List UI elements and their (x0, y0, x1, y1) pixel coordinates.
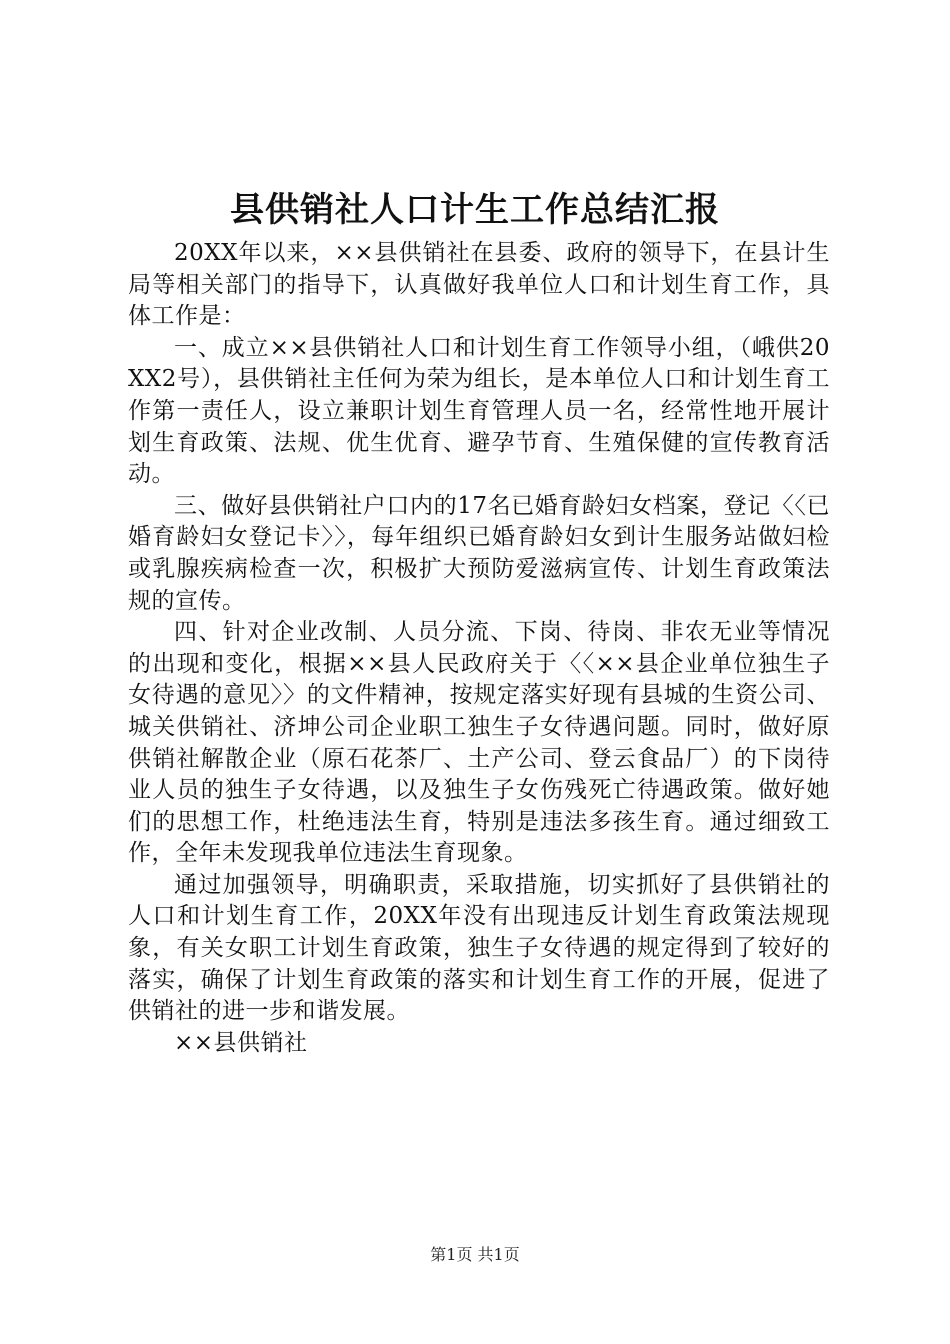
section-one-paragraph: 一、成立××县供销社人口和计划生育工作领导小组，（峨供20XX2号），县供销社主任何为荣为组长，是本单位人口和计划生育工作第一责任人，设立兼职计划生育管理人员一名，经常性地开展计划生育政策、法规、优生优育、避孕节育、生殖保健的宣传教育活动。 (128, 334, 830, 488)
section-three-paragraph: 三、做好县供销社户口内的17名已婚育龄妇女档案，登记〈〈已婚育龄妇女登记卡〉〉，每年组织已婚育龄妇女到计生服务站做妇检或乳腺疾病检查一次，积极扩大预防爱滋病宣传、计划生育政策法规的宣传。 (128, 492, 830, 614)
conclusion-paragraph: 通过加强领导，明确职责，采取措施，切实抓好了县供销社的人口和计划生育工作，20XX年没有出现违反计划生育政策法规现象，有关女职工计划生育政策，独生子女待遇的规定得到了较好的落实，确保了计划生育政策的落实和计划生育工作的开展，促进了供销社的进一步和谐发展。 (128, 871, 830, 1025)
document-body (128, 238, 830, 1059)
section-four-paragraph: 四、针对企业改制、人员分流、下岗、待岗、非农无业等情况的出现和变化，根据××县人民政府关于〈〈××县企业单位独生子女待遇的意见〉〉的文件精神，按规定落实好现有县城的生资公司、城关供销社、济坤公司企业职工独生子女待遇问题。同时，做好原供销社解散企业（原石花茶厂、土产公司、登云食品厂）的下岗待业人员的独生子女待遇，以及独生子女伤残死亡待遇政策。做好她们的思想工作，杜绝违法生育，特别是违法多孩生育。通过细致工作，全年未发现我单位违法生育现象。 (128, 619, 830, 867)
page-footer: 第1页 共1页 (430, 1245, 520, 1264)
page-title: 县供销社人口计生工作总结汇报 (230, 190, 720, 230)
signature: ××县供销社 (174, 1029, 308, 1056)
intro-paragraph: 20XX年以来，××县供销社在县委、政府的领导下，在县计生局等相关部门的指导下，认真做好我单位人口和计划生育工作，具体工作是： (128, 240, 830, 330)
